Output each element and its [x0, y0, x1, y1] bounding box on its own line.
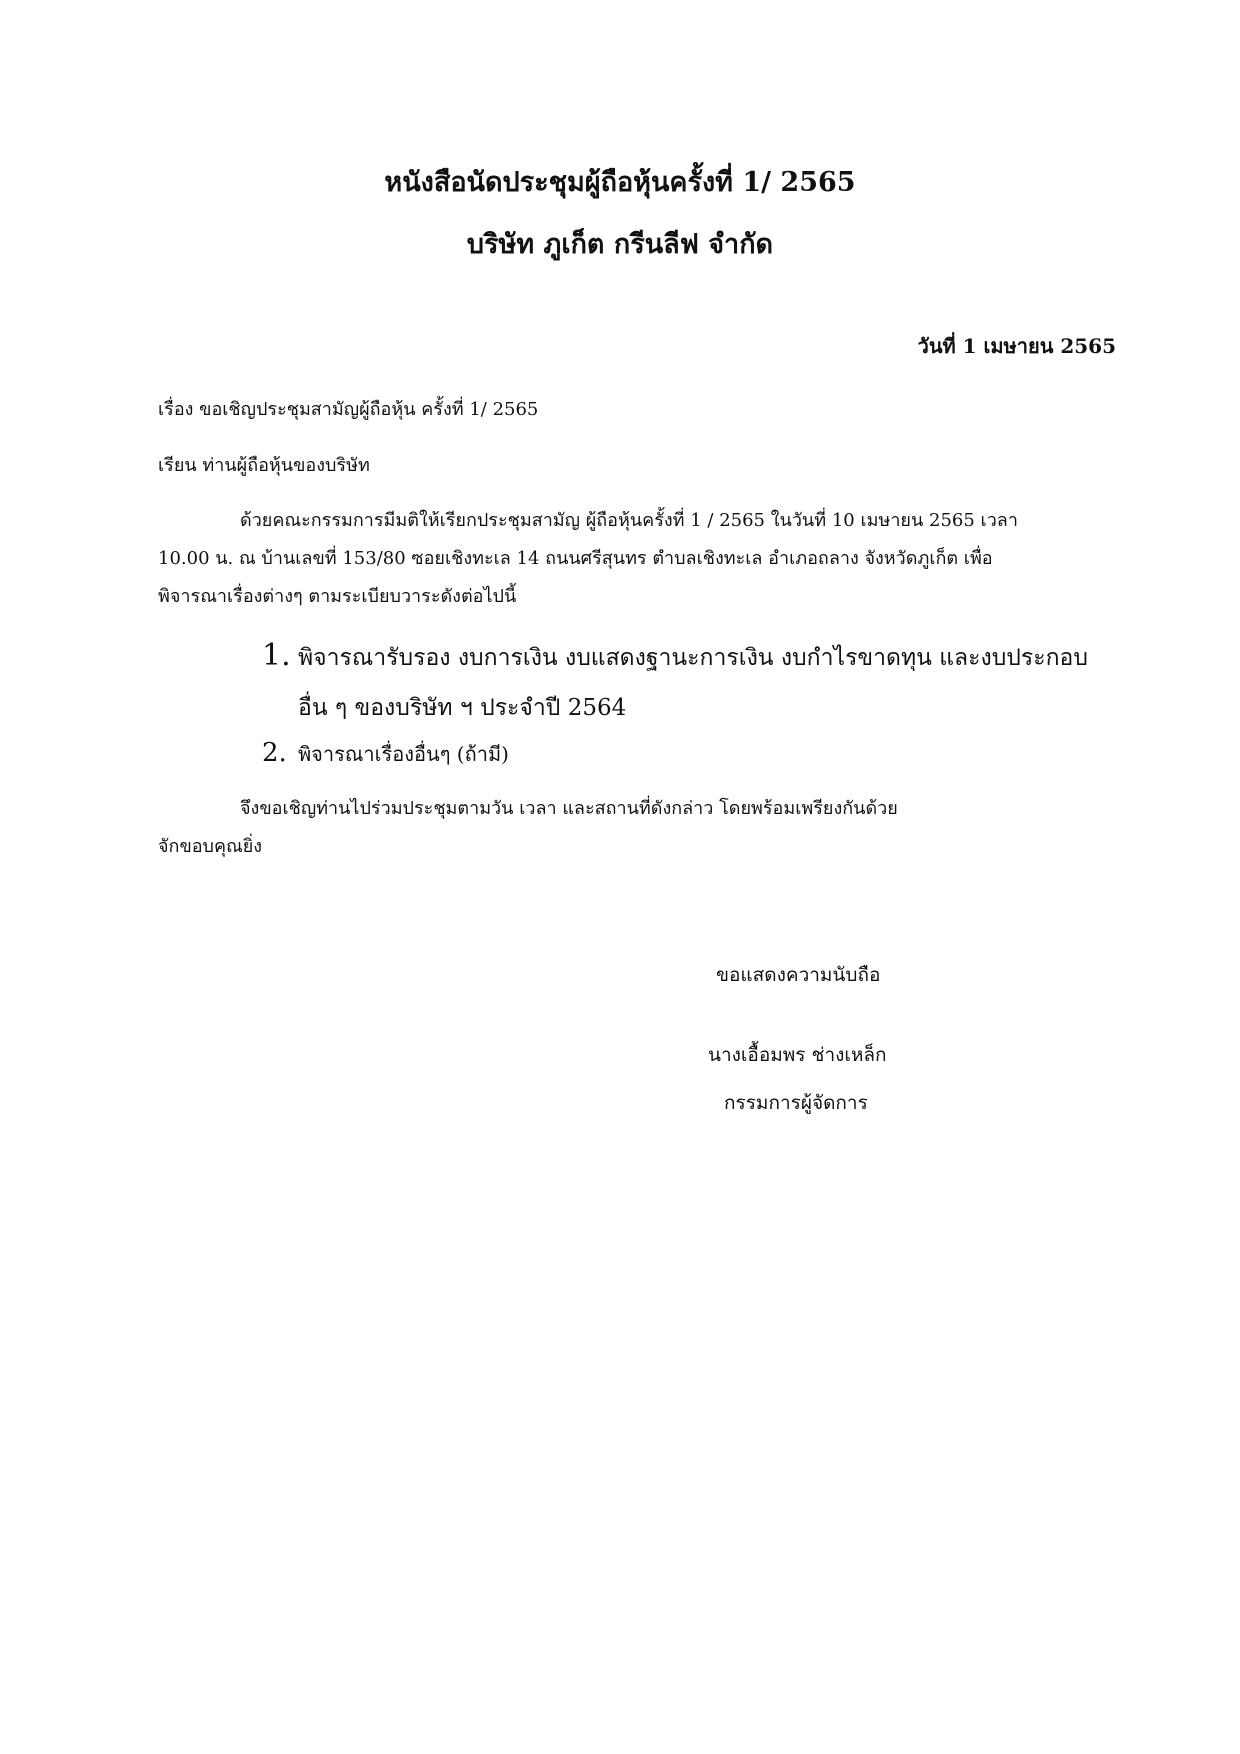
- salutation-line: เรียน ท่านผู้ถือหุ้นของบริษัท: [158, 455, 370, 476]
- company-name: บริษัท ภูเก็ต กรีนลีฟ จำกัด: [466, 229, 774, 260]
- closing-paragraph: [158, 790, 1118, 866]
- body-line-1: ด้วยคณะกรรมการมีมติให้เรียกประชุมสามัญ ผู้ถือหุ้นครั้งที่ 1 / 2565 ในวันที่ 10 เมษายน 2565 เวลา: [240, 510, 1018, 531]
- document-date: วันที่ 1 เมษายน 2565: [917, 334, 1116, 358]
- signatory-name: นางเอื้อมพร ช่างเหล็ก: [708, 1044, 887, 1066]
- document-title: หนังสือนัดประชุมผู้ถือหุ้นครั้งที่ 1/ 2565: [384, 167, 856, 198]
- agenda-item-1-continuation: อื่น ๆ ของบริษัท ฯ ประจำปี 2564: [298, 695, 627, 721]
- signature-closing: ขอแสดงความนับถือ: [716, 964, 881, 986]
- agenda-number-2: 2.: [262, 738, 287, 768]
- agenda-item-1-text: พิจารณารับรอง งบการเงิน งบแสดงฐานะการเงิน งบกำไรขาดทุน และงบประกอบ: [298, 645, 1088, 671]
- body-line-2: 10.00 น. ณ บ้านเลขที่ 153/80 ซอยเชิงทะเล 14 ถนนศรีสุนทร ตำบลเชิงทะเล อำเภอถลาง จังหวัดภูเก็ต เพื่อ: [158, 548, 993, 569]
- closing-line-2: จักขอบคุณยิ่ง: [158, 836, 263, 857]
- signatory-position: กรรมการผู้จัดการ: [724, 1092, 868, 1114]
- agenda-number-1: 1.: [262, 638, 291, 673]
- agenda-item-1: [262, 638, 1088, 676]
- agenda-item-2: [262, 738, 509, 770]
- body-line-3: พิจารณาเรื่องต่างๆ ตามระเบียบวาระดังต่อไปนี้: [158, 586, 517, 607]
- agenda-item-2-text: พิจารณาเรื่องอื่นๆ (ถ้ามี): [298, 742, 509, 766]
- closing-line-1: จึงขอเชิญท่านไปร่วมประชุมตามวัน เวลา และสถานที่ดังกล่าว โดยพร้อมเพรียงกันด้วย: [240, 798, 898, 819]
- subject-line: เรื่อง ขอเชิญประชุมสามัญผู้ถือหุ้น ครั้งที่ 1/ 2565: [158, 399, 539, 420]
- body-paragraph: [158, 502, 1118, 616]
